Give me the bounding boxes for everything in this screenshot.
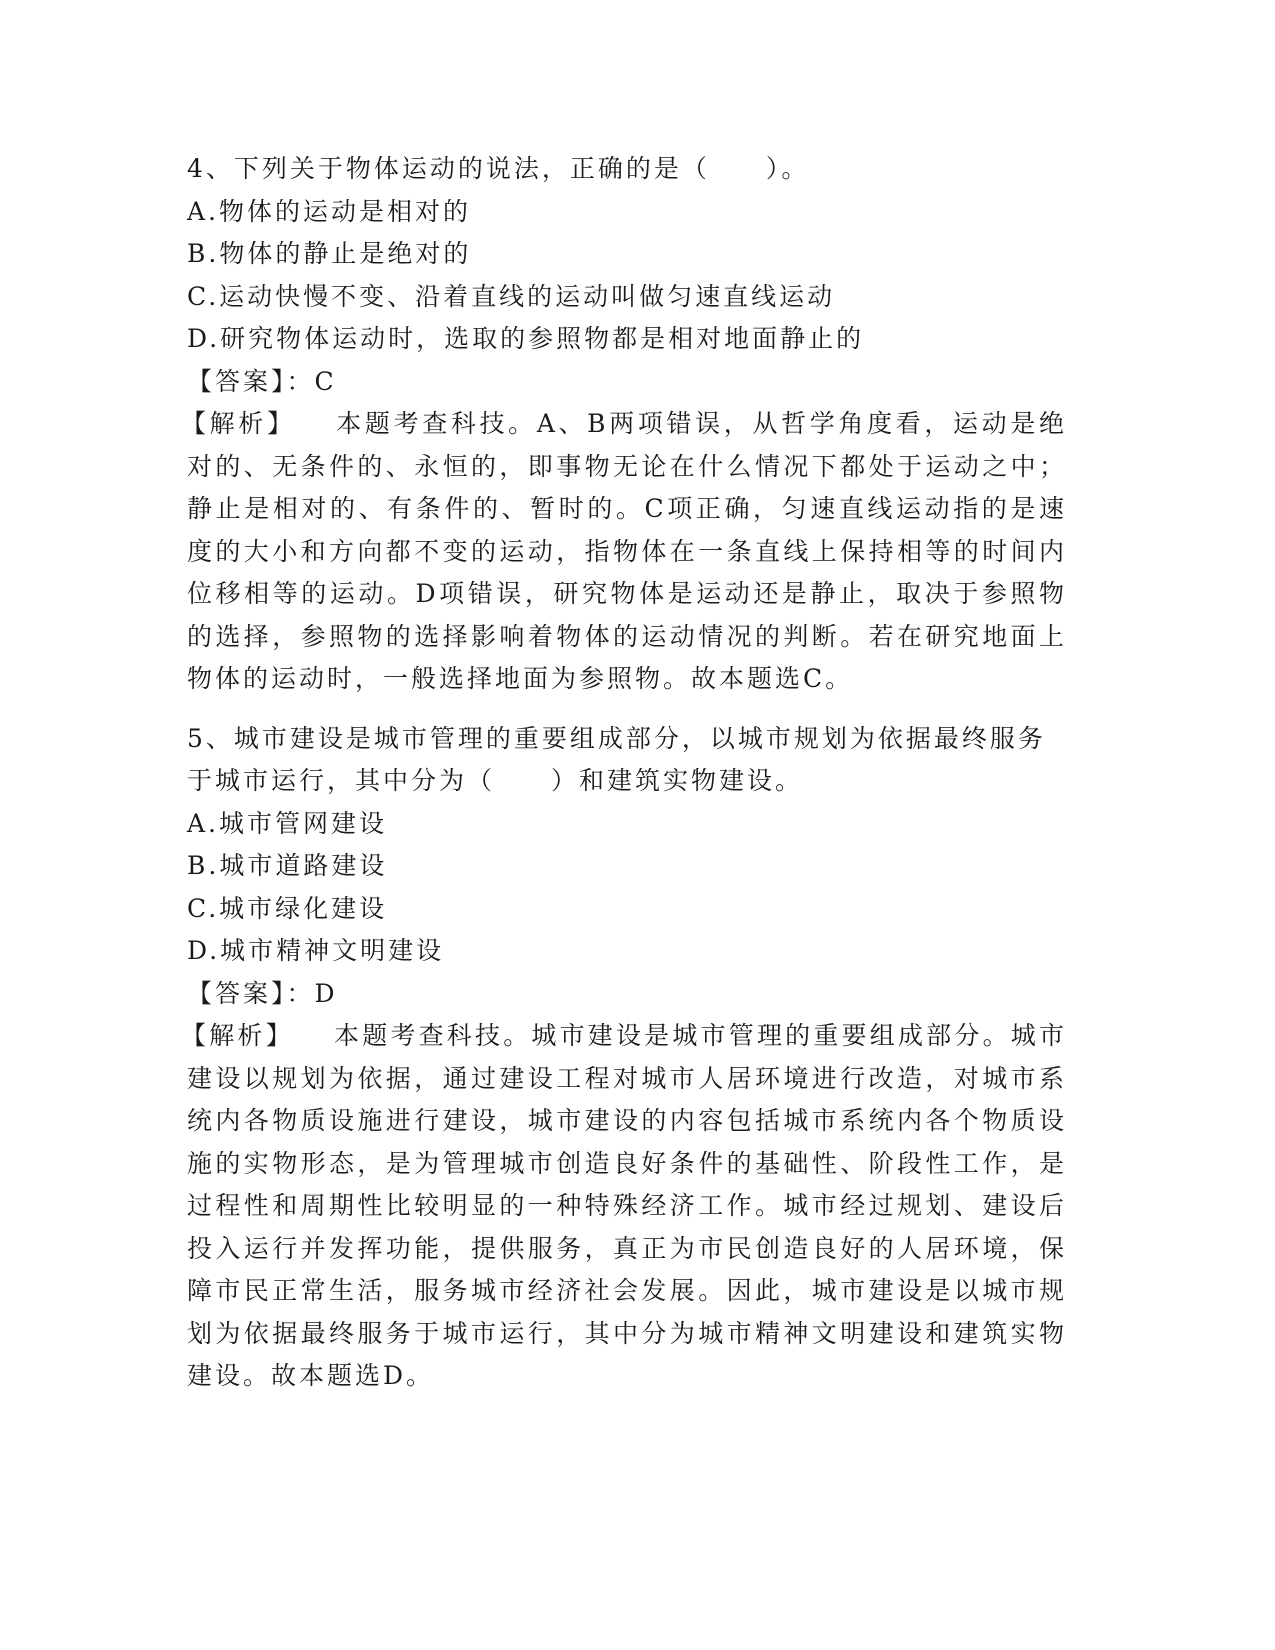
question-stem: 4、下列关于物体运动的说法，正确的是（ ）。 [187, 154, 810, 183]
option-d: D.城市精神文明建设 [187, 936, 445, 965]
option-d: D.研究物体运动时，选取的参照物都是相对地面静止的 [187, 324, 865, 353]
analysis-label: 【解析】 [181, 409, 296, 438]
option-c: C.城市绿化建设 [187, 893, 388, 923]
analysis-paragraph [181, 1015, 1067, 1398]
option-a: A.物体的运动是相对的 [187, 196, 472, 226]
document-body [181, 148, 1067, 1398]
option-a: A.城市管网建设 [187, 808, 388, 838]
question-spacer [187, 701, 1067, 718]
option-c: C.运动快慢不变、沿着直线的运动叫做匀速直线运动 [187, 281, 836, 311]
answer-line: 【答案】：C [187, 366, 337, 396]
question-block-4 [181, 148, 1067, 701]
option-b: B.城市道路建设 [187, 851, 388, 880]
analysis-text: 本题考查科技。A、B两项错误，从哲学角度看，运动是绝对的、无条件的、永恒的，即事物无论在什么情况下都处于运动之中；静止是相对的、有条件的、暂时的。C项正确，匀速直线运动指的是速度的大小和方向都不变的运动，指物体在一条直线上保持相等的时间内位移相等的运动。D项错误，研究物体是运动还是静止，取决于参照物的选择，参照物的选择影响着物体的运动情况的判断。若在研究地面上物体的运动时，一般选择地面为参照物。故本题选C。 [187, 409, 1067, 693]
answer-line: 【答案】：D [187, 978, 338, 1008]
analysis-text: 本题考查科技。城市建设是城市管理的重要组成部分。城市建设以规划为依据，通过建设工程对城市人居环境进行改造，对城市系统内各物质设施进行建设，城市建设的内容包括城市系统内各个物质设施的实物形态，是为管理城市创造良好条件的基础性、阶段性工作，是过程性和周期性比较明显的一种特殊经济工作。城市经过规划、建设后投入运行并发挥功能，提供服务，真正为市民创造良好的人居环境，保障市民正常生活，服务城市经济社会发展。因此，城市建设是以城市规划为依据最终服务于城市运行，其中分为城市精神文明建设和建筑实物建设。故本题选D。 [187, 1021, 1067, 1390]
analysis-paragraph [181, 403, 1067, 701]
question-stem: 5、城市建设是城市管理的重要组成部分，以城市规划为依据最终服务于城市运行，其中分为（ ）和建筑实物建设。 [187, 723, 1046, 795]
option-b: B.物体的静止是绝对的 [187, 239, 472, 268]
analysis-label: 【解析】 [181, 1021, 294, 1050]
question-block-5 [181, 718, 1067, 1398]
